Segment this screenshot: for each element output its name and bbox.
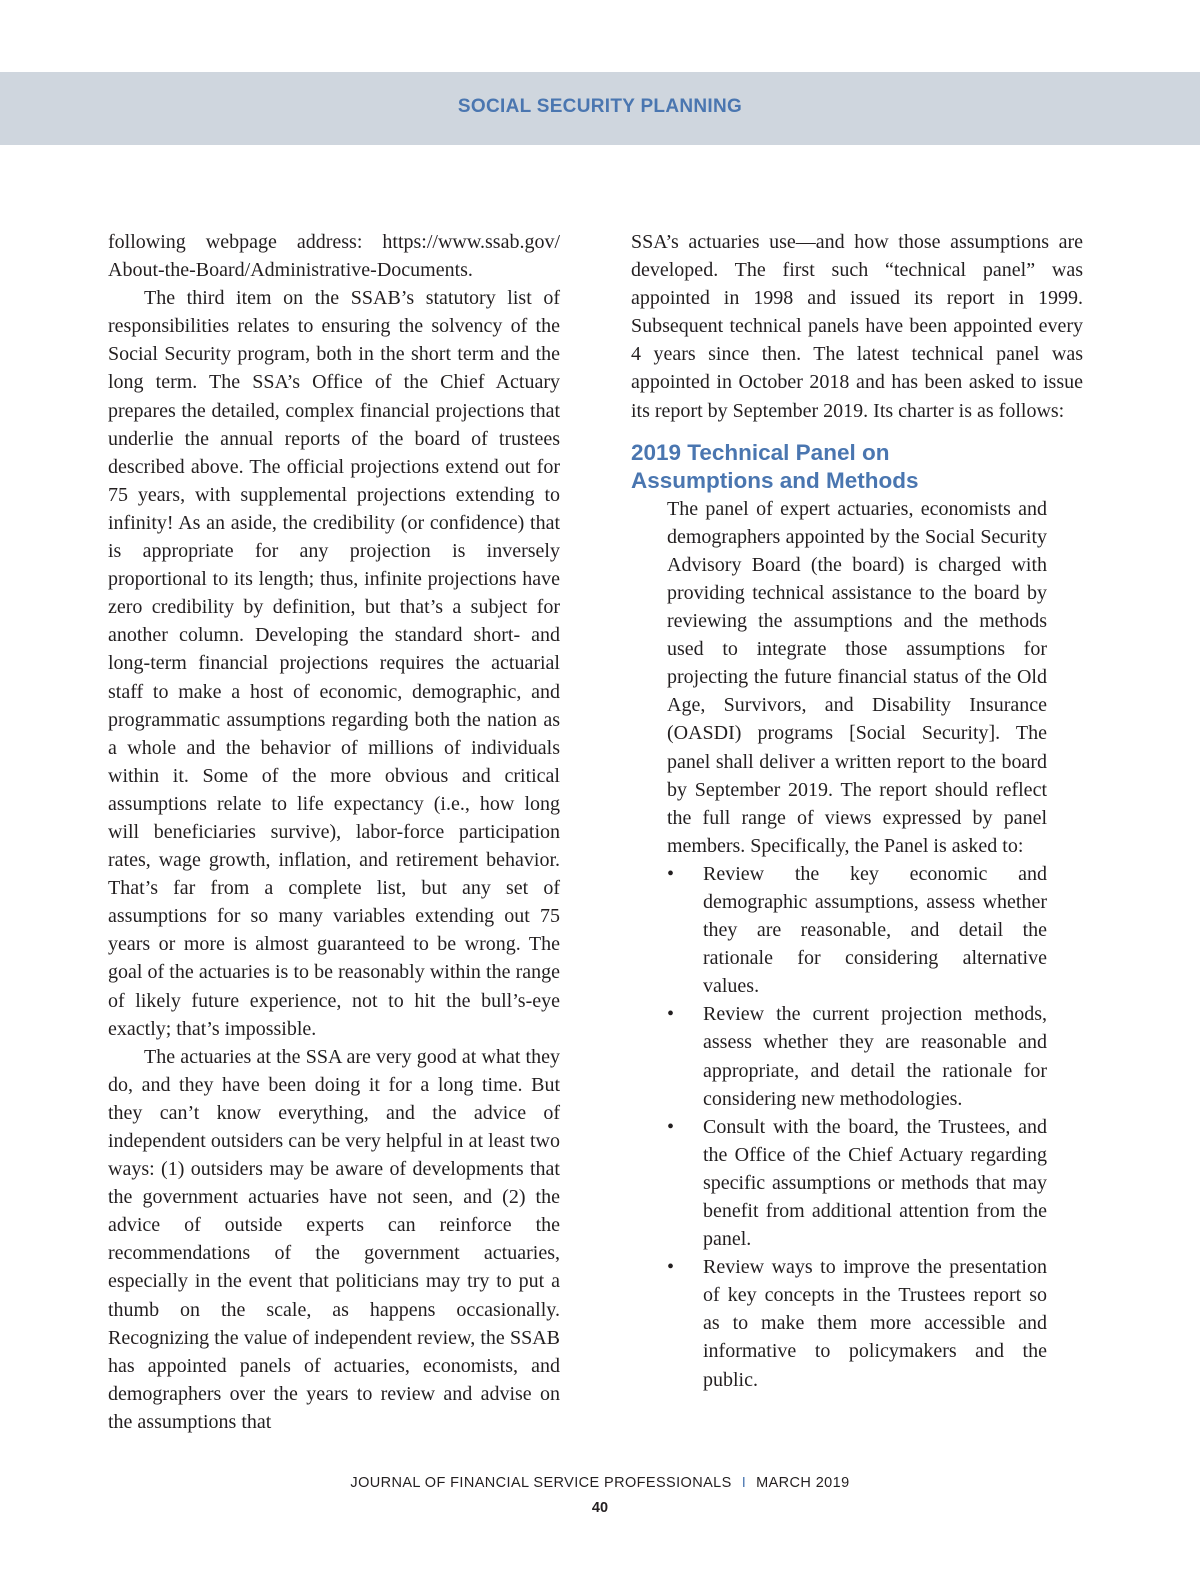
running-footer <box>0 1475 1200 1491</box>
charter-block <box>667 495 1047 1394</box>
page-number: 40 <box>591 1500 609 1516</box>
bullet-text: Review ways to improve the presentation of key concepts in the Trustees report so as to make them more accessible and informative to policymakers and the public. <box>703 1256 1047 1391</box>
section-subheading <box>631 439 1083 495</box>
left-column <box>108 228 560 1436</box>
charter-bullet-list <box>667 860 1047 1394</box>
body-paragraph: The third item on the SSAB’s statutory list of responsibilities relates to ensuring the solvency of the Social Security program, both in the short term and the long term. The SSA’s Office of the Chief Actuary prepares the detailed, complex financial projections that underlie the annual reports of the board of trustees described above. The official projections extend out for 75 years, with supplemental projections extending to infinity! As an aside, the credibility (or confidence) that is appropriate for any projection is inversely proportional to its length; thus, infinite projections have zero credibility by definition, but that’s a subject for another column. Developing the standard short- and long-term financial projections requires the actuarial staff to make a host of economic, demographic, and programmatic assumptions regarding both the nation as a whole and the behavior of millions of individuals within it. Some of the more obvious and critical assumptions relate to life expectancy (i.e., how long will beneficiaries survive), labor-force participation rates, wage growth, inflation, and retirement behavior. That’s far from a complete list, but any set of assumptions for so many variables extending out 75 years or more is almost guaranteed to be wrong. The goal of the actuaries is to be reasonably within the range of likely future experience, not to hit the bull’s-eye exactly; that’s impossible. <box>108 287 560 1040</box>
bullet-icon: • <box>667 1115 675 1138</box>
right-column <box>631 228 1083 1394</box>
bullet-icon: • <box>667 1003 675 1026</box>
subheading-line-2: Assumptions and Methods <box>631 467 919 493</box>
url-line-1: following webpage address: https://www.ssab.gov/ <box>108 231 560 253</box>
bullet-text: Review the key economic and demographic assumptions, assess whether they are reasonable, and detail the rationale for considering alternative values. <box>703 862 1047 998</box>
issue-date: MARCH 2019 <box>756 1475 850 1491</box>
bullet-icon: • <box>667 1256 675 1279</box>
footer-separator: I <box>741 1475 747 1491</box>
continuation-paragraph: SSA’s actuaries use—and how those assumptions are developed. The first such “technical panel” was appointed in 1998 and issued its report in 1999. Subsequent technical panels have been appointed every 4 years since then. The latest technical panel was appointed in October 2018 and has been asked to issue its report by September 2019. Its charter is as follows: <box>631 231 1083 422</box>
bullet-icon: • <box>667 862 675 885</box>
list-item <box>667 860 1047 1000</box>
bullet-text: Consult with the board, the Trustees, and the Office of the Chief Actuary regarding specific assumptions or methods that may benefit from additional attention from the panel. <box>703 1115 1047 1251</box>
list-item <box>667 1000 1047 1112</box>
body-paragraph: The actuaries at the SSA are very good at what they do, and they have been doing it for a long time. But they can’t know everything, and the advice of independent outsiders can be very helpful in at least two ways: (1) outsiders may be aware of developments that the government actuaries have not seen, and (2) the advice of outside experts can reinforce the recommendations of the government actuaries, especially in the event that politicians may try to put a thumb on the scale, as happens occasionally. Recognizing the value of independent review, the SSAB has appointed panels of actuaries, economists, and demographers over the years to review and advise on the assumptions that <box>108 1045 560 1433</box>
list-item <box>667 1253 1047 1393</box>
url-line-2: About-the-Board/Administrative-Documents. <box>108 259 473 282</box>
list-item <box>667 1113 1047 1253</box>
journal-name: JOURNAL OF FINANCIAL SERVICE PROFESSIONALS <box>350 1475 732 1491</box>
subheading-line-1: 2019 Technical Panel on <box>631 439 890 465</box>
bullet-text: Review the current projection methods, assess whether they are reasonable and appropriate, and detail the rationale for considering new methodologies. <box>703 1003 1047 1110</box>
running-header-title: SOCIAL SECURITY PLANNING <box>457 96 743 117</box>
charter-intro: The panel of expert actuaries, economists and demographers appointed by the Social Security Advisory Board (the board) is charged with providing technical assistance to the board by reviewing the assumptions and the methods used to integrate those assumptions for projecting the future financial status of the Old Age, Survivors, and Disability Insurance (OASDI) programs [Social Security]. The panel shall deliver a written report to the board by September 2019. The report should reflect the full range of views expressed by panel members. Specifically, the Panel is asked to: <box>667 497 1047 857</box>
